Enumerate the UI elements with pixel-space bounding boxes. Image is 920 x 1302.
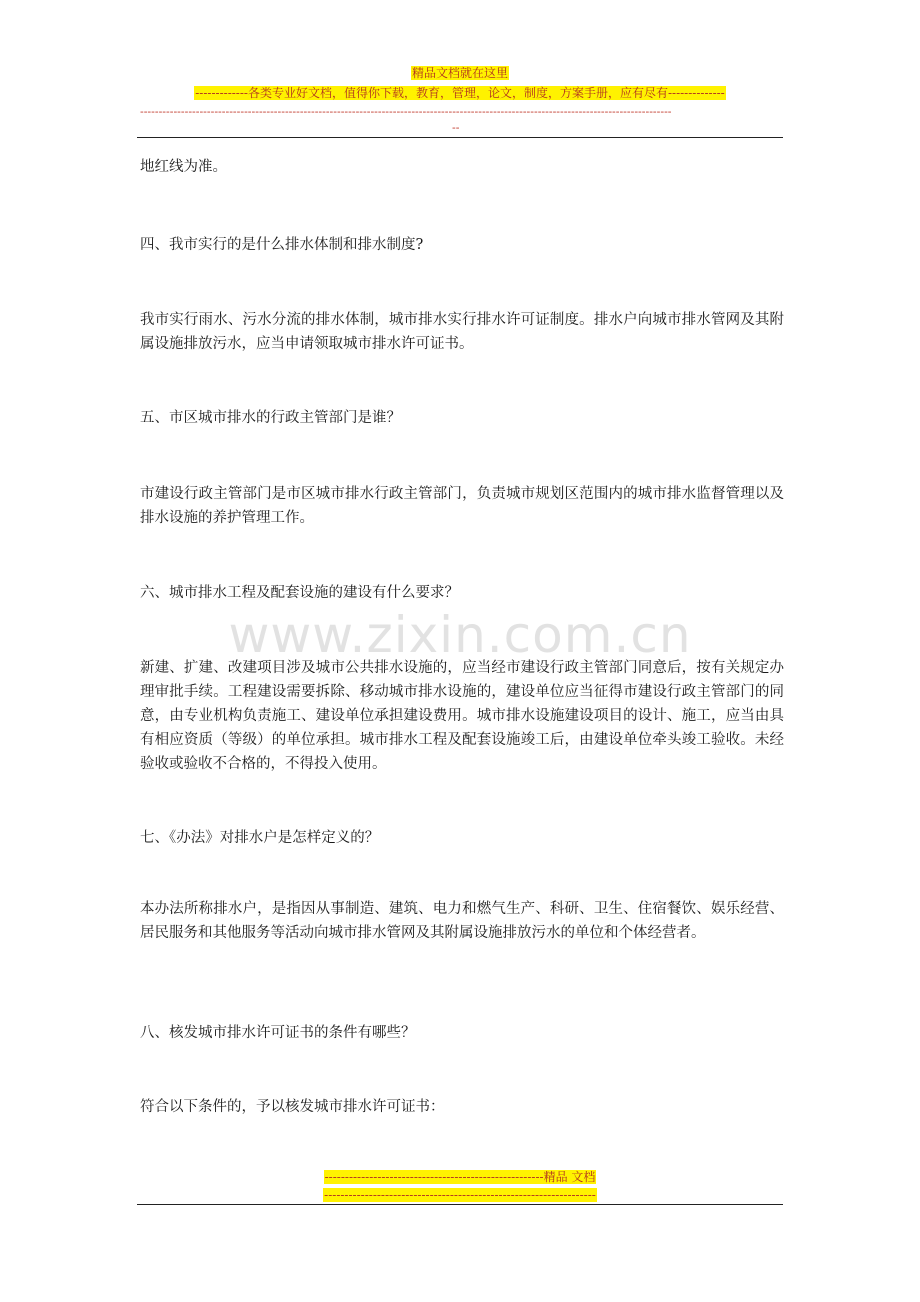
paragraph-continuation: 地红线为准。 — [140, 159, 227, 175]
footer-line-1-text: ------------------------------------------------------精品 文档 — [324, 1170, 596, 1184]
heading-question-8: 八、核发城市排水许可证书的条件有哪些？ — [140, 1025, 416, 1041]
heading-question-4: 四、我市实行的是什么排水体制和排水制度? — [140, 237, 424, 253]
watermark: www.zixin.com.cn — [228, 606, 692, 664]
footer-line-2-text: ------------------------------------------------------------------- — [324, 1188, 596, 1202]
header-title-text: 精品文档就在这里 — [411, 66, 508, 80]
header-banner — [0, 86, 920, 101]
heading-question-6: 六、城市排水工程及配套设施的建设有什么要求？ — [140, 585, 459, 601]
heading-question-7: 七、《办法》对排水户是怎样定义的？ — [140, 830, 380, 846]
answer-5: 市建设行政主管部门是市区城市排水行政主管部门，负责城市规划区范围内的城市排水监督管理以及排水设施的养护管理工作。 — [140, 486, 784, 526]
header-dash-tail: -- — [452, 121, 460, 134]
header-rule — [137, 137, 783, 138]
heading-question-5: 五、市区城市排水的行政主管部门是谁？ — [140, 410, 401, 426]
footer-line-2 — [0, 1188, 920, 1203]
answer-4: 我市实行雨水、污水分流的排水体制，城市排水实行排水许可证制度。排水户向城市排水管网及其附属设施排放污水，应当申请领取城市排水许可证书。 — [140, 312, 784, 352]
header-banner-text: -------------各类专业好文档，值得你下载，教育，管理，论文，制度，方案手册，应有尽有-------------- — [195, 86, 725, 100]
answer-6: 新建、扩建、改建项目涉及城市公共排水设施的，应当经市建设行政主管部门同意后，按有关规定办理审批手续。工程建设需要拆除、移动城市排水设施的，建设单位应当征得市建设行政主管部门的同意，由专业机构负责施工、建设单位承担建设费用。城市排水设施建设项目的设计、施工，应当由具有相应资质（等级）的单位承担。城市排水工程及配套设施竣工后，由建设单位牵头竣工验收。未经验收或验收不合格的，不得投入使用。 — [140, 660, 784, 772]
answer-7: 本办法所称排水户，是指因从事制造、建筑、电力和燃气生产、科研、卫生、住宿餐饮、娱乐经营、居民服务和其他服务等活动向城市排水管网及其附属设施排放污水的单位和个体经营者。 — [140, 901, 784, 941]
answer-8-intro: 符合以下条件的，予以核发城市排水许可证书： — [140, 1099, 445, 1115]
footer-line-1 — [0, 1170, 920, 1185]
header-dash-row: ----------------------------------------------------------------------------------------------------------------------------------------------- — [140, 105, 672, 118]
footer-rule — [137, 1204, 783, 1205]
header-title — [0, 66, 920, 81]
